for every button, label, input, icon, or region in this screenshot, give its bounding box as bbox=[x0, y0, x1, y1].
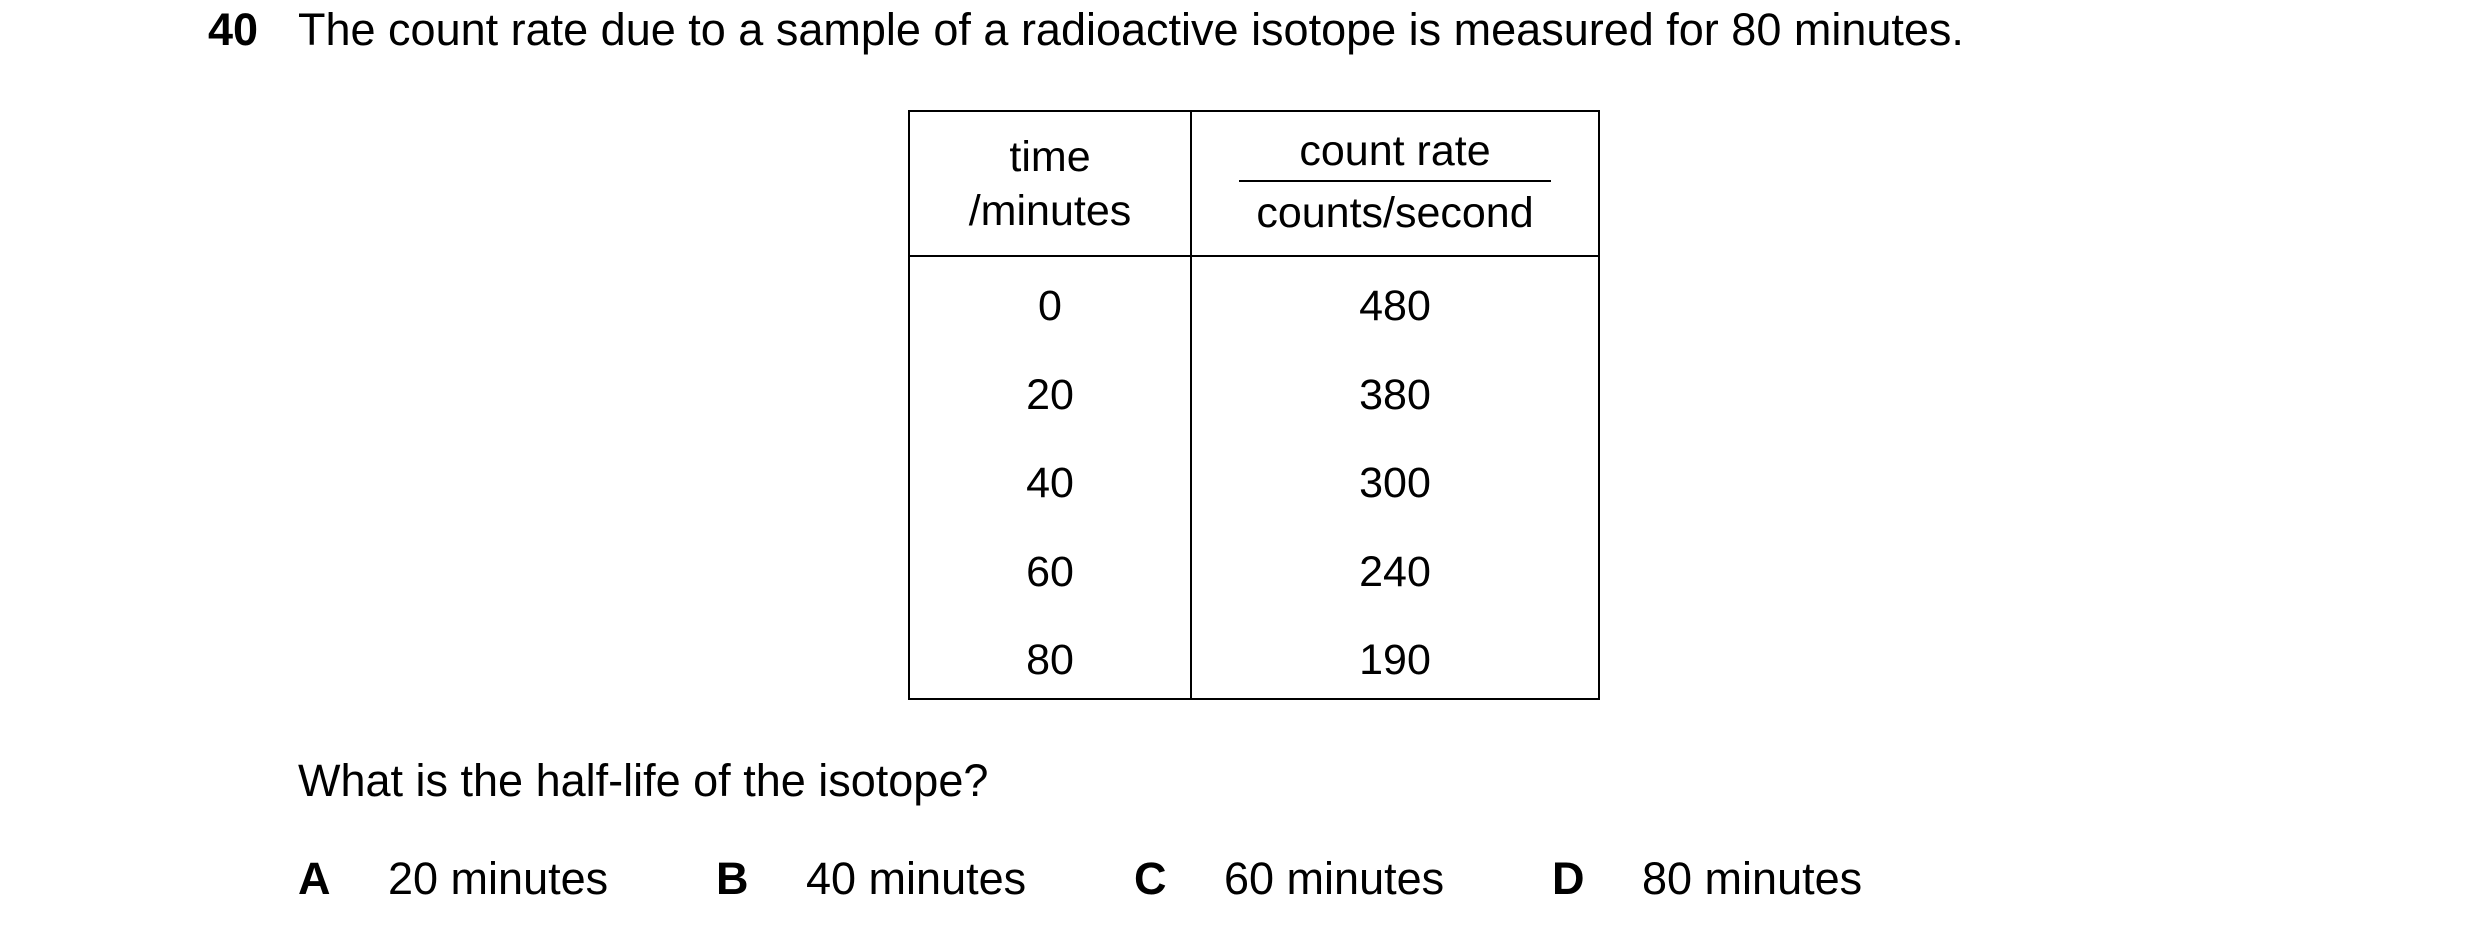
time-cell: 20 bbox=[1026, 370, 1074, 419]
time-cell: 40 bbox=[1026, 459, 1074, 507]
count-rate-header-label: count rate bbox=[1299, 127, 1491, 175]
time-cell: 60 bbox=[1026, 547, 1074, 596]
fraction-bar bbox=[1239, 180, 1551, 182]
count-rate-cell: 480 bbox=[1359, 282, 1431, 330]
table-body bbox=[910, 257, 1598, 700]
time-cell: 0 bbox=[1038, 282, 1062, 330]
option-a-letter[interactable]: A bbox=[298, 853, 331, 904]
table-row bbox=[910, 523, 1598, 612]
count-rate-cell: 300 bbox=[1359, 459, 1431, 507]
table-row bbox=[910, 434, 1598, 523]
count-rate-header-unit: counts/second bbox=[1256, 189, 1534, 237]
option-c-letter[interactable]: C bbox=[1134, 853, 1167, 904]
time-header-unit: /minutes bbox=[968, 187, 1132, 235]
question-prompt: What is the half-life of the isotope? bbox=[298, 755, 989, 806]
question-stem: The count rate due to a sample of a radioactive isotope is measured for 80 minutes. bbox=[298, 4, 1964, 55]
table-row bbox=[910, 257, 1598, 346]
answer-options bbox=[298, 851, 1998, 907]
option-b-text[interactable]: 40 minutes bbox=[806, 853, 1027, 904]
count-rate-cell: 380 bbox=[1359, 370, 1431, 419]
count-rate-cell: 190 bbox=[1359, 636, 1431, 684]
option-d-letter[interactable]: D bbox=[1552, 853, 1585, 904]
count-rate-column-header bbox=[1192, 124, 1598, 240]
question-number: 40 bbox=[208, 4, 259, 55]
option-c-text[interactable]: 60 minutes bbox=[1224, 853, 1445, 904]
option-b-letter[interactable]: B bbox=[716, 853, 749, 904]
time-cell: 80 bbox=[1026, 636, 1074, 684]
table-row bbox=[910, 611, 1598, 700]
option-a-text[interactable]: 20 minutes bbox=[388, 853, 609, 904]
table-row bbox=[910, 346, 1598, 435]
data-table bbox=[908, 110, 1600, 700]
option-d-text[interactable]: 80 minutes bbox=[1642, 853, 1863, 904]
time-header-label: time bbox=[1009, 133, 1091, 181]
time-column-header bbox=[910, 130, 1190, 238]
count-rate-cell: 240 bbox=[1359, 547, 1431, 596]
